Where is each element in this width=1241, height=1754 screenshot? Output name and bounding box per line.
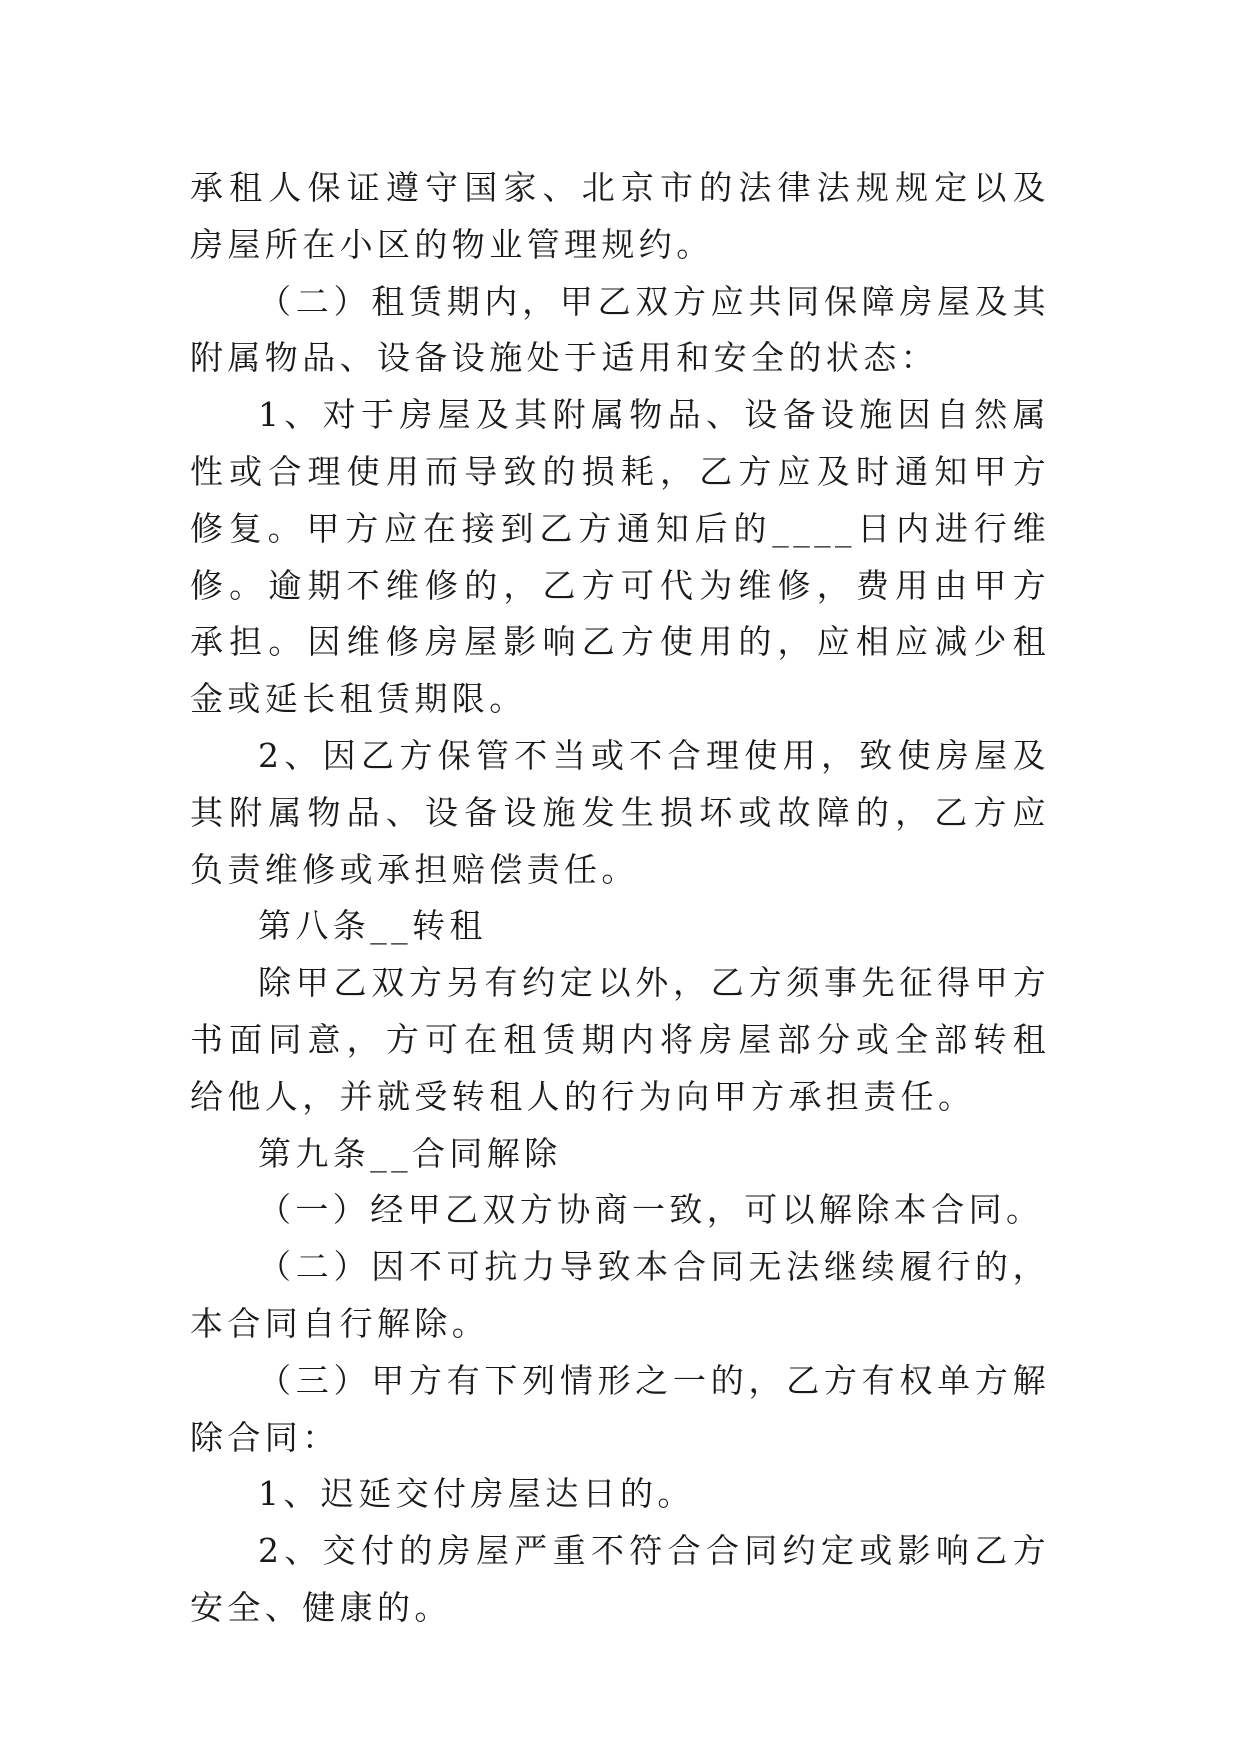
document-body bbox=[190, 160, 1050, 1637]
paragraph-repair-wear: 1、对于房屋及其附属物品、设备设施因自然属性或合理使用而导致的损耗，乙方应及时通知甲方修复。甲方应在接到乙方通知后的____日内进行维修。逾期不维修的，乙方可代为维修，费用由甲方承担。因维修房屋影响乙方使用的，应相应减少租金或延长租赁期限。 bbox=[190, 395, 1050, 719]
paragraph-nonconforming-house: 2、交付的房屋严重不符合合同约定或影响乙方安全、健康的。 bbox=[190, 1531, 1050, 1627]
paragraph-landlord-breach: （三）甲方有下列情形之一的，乙方有权单方解除合同： bbox=[190, 1360, 1050, 1457]
section-heading-sublease: 第八条__转租 bbox=[258, 906, 487, 946]
paragraph-tenant-compliance: 承租人保证遵守国家、北京市的法律法规规定以及房屋所在小区的物业管理规约。 bbox=[190, 168, 1050, 264]
section-heading-termination: 第九条__合同解除 bbox=[258, 1133, 562, 1173]
paragraph-force-majeure: （二）因不可抗力导致本合同无法继续履行的，本合同自行解除。 bbox=[190, 1247, 1050, 1343]
paragraph-delayed-delivery: 1、迟延交付房屋达日的。 bbox=[258, 1474, 695, 1514]
paragraph-tenant-damage: 2、因乙方保管不当或不合理使用，致使房屋及其附属物品、设备设施发生损坏或故障的，乙方应负责维修或承担赔偿责任。 bbox=[190, 735, 1050, 889]
paragraph-sublease: 除甲乙双方另有约定以外，乙方须事先征得甲方书面同意，方可在租赁期内将房屋部分或全部转租给他人，并就受转租人的行为向甲方承担责任。 bbox=[190, 963, 1050, 1116]
paragraph-joint-maintenance: （二）租赁期内，甲乙双方应共同保障房屋及其附属物品、设备设施处于适用和安全的状态： bbox=[190, 281, 1050, 378]
paragraph-mutual-termination: （一）经甲乙双方协商一致，可以解除本合同。 bbox=[258, 1190, 1044, 1230]
